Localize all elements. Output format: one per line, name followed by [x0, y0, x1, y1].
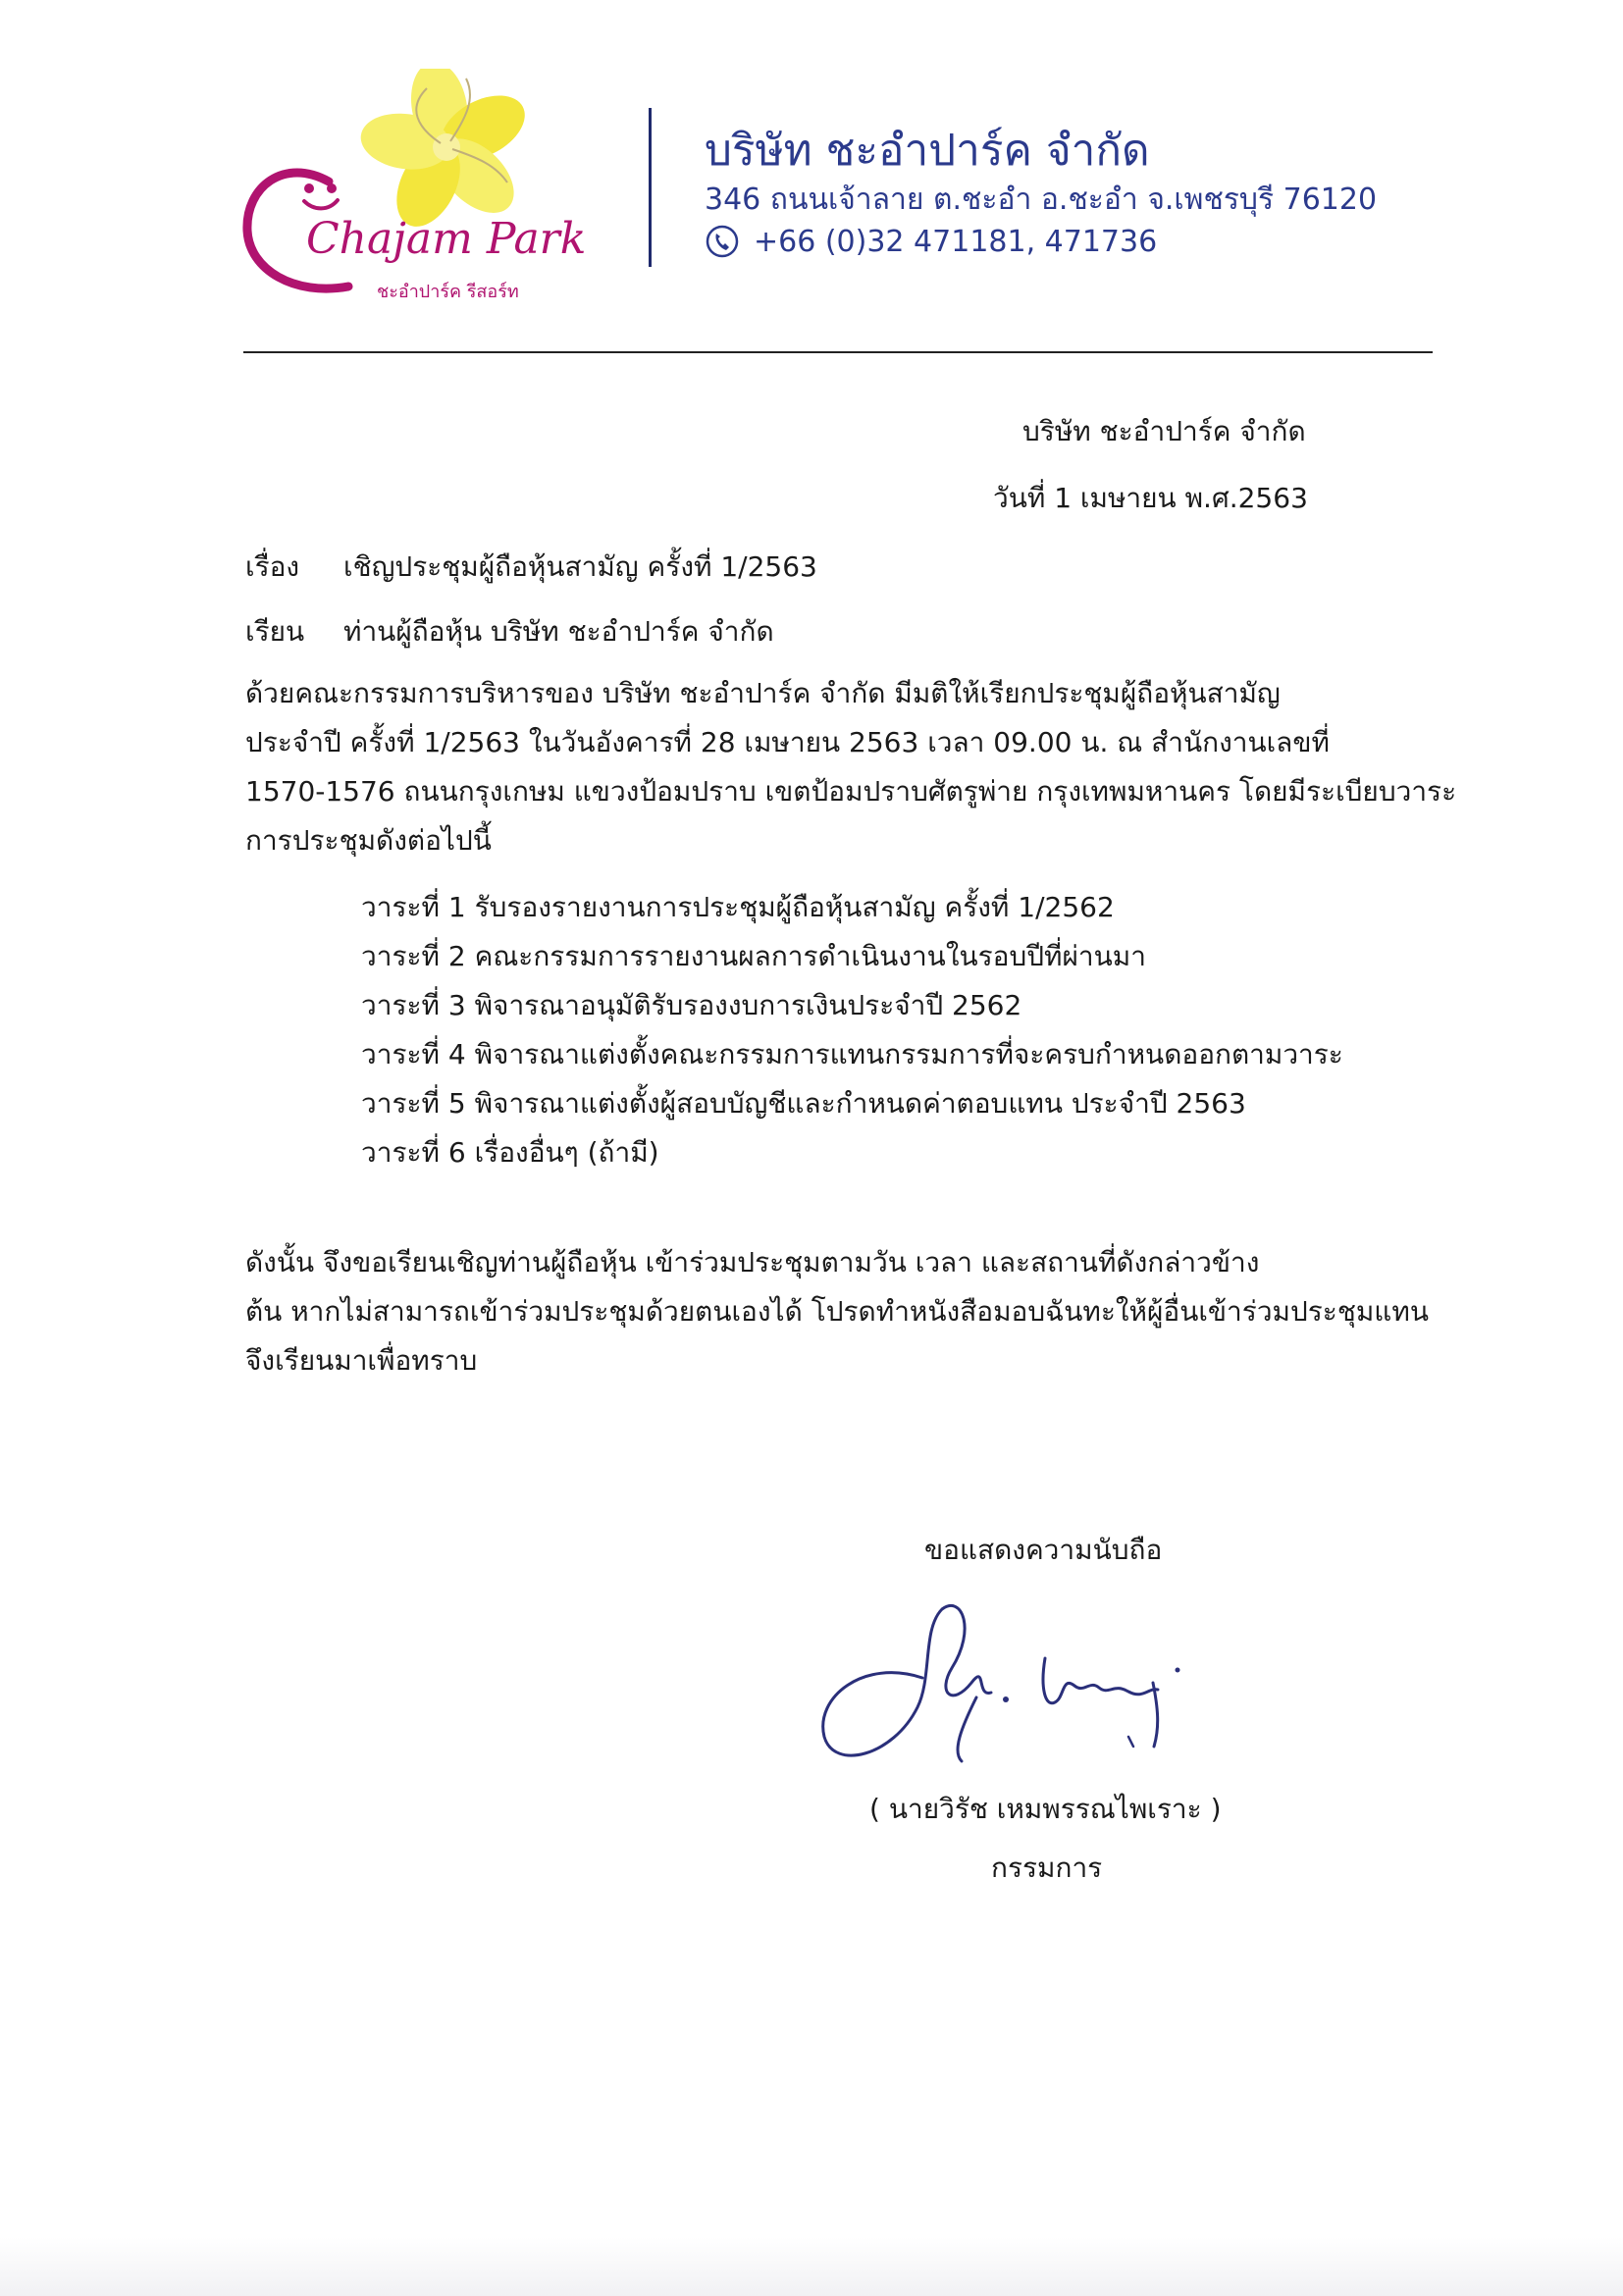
- addressee-label: เรียน: [245, 615, 305, 648]
- paragraph-line: ต้น หากไม่สามารถเข้าร่วมประชุมด้วยตนเองได้ โปรดทำหนังสือมอบฉันทะให้ผู้อื่นเข้าร่วมประชุมแทน: [245, 1295, 1429, 1328]
- letterhead-company-name: บริษัท ชะอำปาร์ค จำกัด: [705, 126, 1150, 176]
- header-rule: [243, 351, 1433, 353]
- paragraph-line: ดังนั้น จึงขอเรียนเชิญท่านผู้ถือหุ้น เข้าร่วมประชุมตามวัน เวลา และสถานที่ดังกล่าวข้าง: [245, 1246, 1260, 1278]
- letterhead-phone-row: [705, 224, 1157, 259]
- phone-icon: [705, 224, 740, 259]
- addressee-text: ท่านผู้ถือหุ้น บริษัท ชะอำปาร์ค จำกัด: [343, 615, 774, 648]
- paragraph-line: ประจำปี ครั้งที่ 1/2563 ในวันอังคารที่ 28 เมษายน 2563 เวลา 09.00 น. ณ สำนักงานเลขที่: [245, 726, 1330, 758]
- logo-wordmark: Chajam Park: [306, 214, 587, 264]
- closing-paragraph: [245, 1238, 1435, 1385]
- agenda-item: วาระที่ 2 คณะกรรมการรายงานผลการดำเนินงานในรอบปีที่ผ่านมา: [361, 940, 1146, 972]
- handwritten-signature: [805, 1590, 1227, 1786]
- letterhead-phone-text: +66 (0)32 471181, 471736: [754, 224, 1158, 259]
- letter-date: วันที่ 1 เมษายน พ.ศ.2563: [993, 482, 1308, 514]
- signatory-name: ( นายวิรัช เหมพรรณไพเราะ ): [869, 1793, 1222, 1825]
- signatory-title: กรรมการ: [991, 1852, 1103, 1884]
- agenda-item: วาระที่ 5 พิจารณาแต่งตั้งผู้สอบบัญชีและกำหนดค่าตอบแทน ประจำปี 2563: [361, 1087, 1246, 1120]
- logo-subtext: ชะอำปาร์ค รีสอร์ท: [377, 282, 519, 302]
- closing-salutation: ขอแสดงความนับถือ: [924, 1534, 1163, 1566]
- company-logo: [236, 69, 589, 314]
- subject-label: เรื่อง: [245, 550, 300, 583]
- agenda-item: วาระที่ 3 พิจารณาอนุมัติรับรองงบการเงินประจำปี 2562: [361, 989, 1022, 1021]
- agenda-list: [361, 883, 1343, 1177]
- agenda-item: วาระที่ 4 พิจารณาแต่งตั้งคณะกรรมการแทนกรรมการที่จะครบกำหนดออกตามวาระ: [361, 1038, 1343, 1070]
- paragraph-line: ด้วยคณะกรรมการบริหารของ บริษัท ชะอำปาร์ค จำกัด มีมติให้เรียกประชุมผู้ถือหุ้นสามัญ: [245, 677, 1281, 709]
- agenda-item: วาระที่ 1 รับรองรายงานการประชุมผู้ถือหุ้นสามัญ ครั้งที่ 1/2562: [361, 891, 1115, 923]
- intro-paragraph: [245, 669, 1457, 865]
- agenda-item: วาระที่ 6 เรื่องอื่นๆ (ถ้ามี): [361, 1136, 659, 1169]
- sender-company: บริษัท ชะอำปาร์ค จำกัด: [1022, 415, 1306, 447]
- letterhead-divider: [649, 108, 652, 267]
- letterhead-address: 346 ถนนเจ้าลาย ต.ชะอำ อ.ชะอำ จ.เพชรบุรี 76120: [705, 183, 1378, 217]
- subject-text: เชิญประชุมผู้ถือหุ้นสามัญ ครั้งที่ 1/2563: [343, 550, 817, 583]
- scan-edge-band: [0, 2237, 1623, 2296]
- paragraph-line: การประชุมดังต่อไปนี้: [245, 824, 492, 857]
- paragraph-line: 1570-1576 ถนนกรุงเกษม แขวงป้อมปราบ เขตป้อมปราบศัตรูพ่าย กรุงเทพมหานคร โดยมีระเบียบวาระ: [245, 775, 1457, 808]
- paragraph-line: จึงเรียนมาเพื่อทราบ: [245, 1344, 478, 1377]
